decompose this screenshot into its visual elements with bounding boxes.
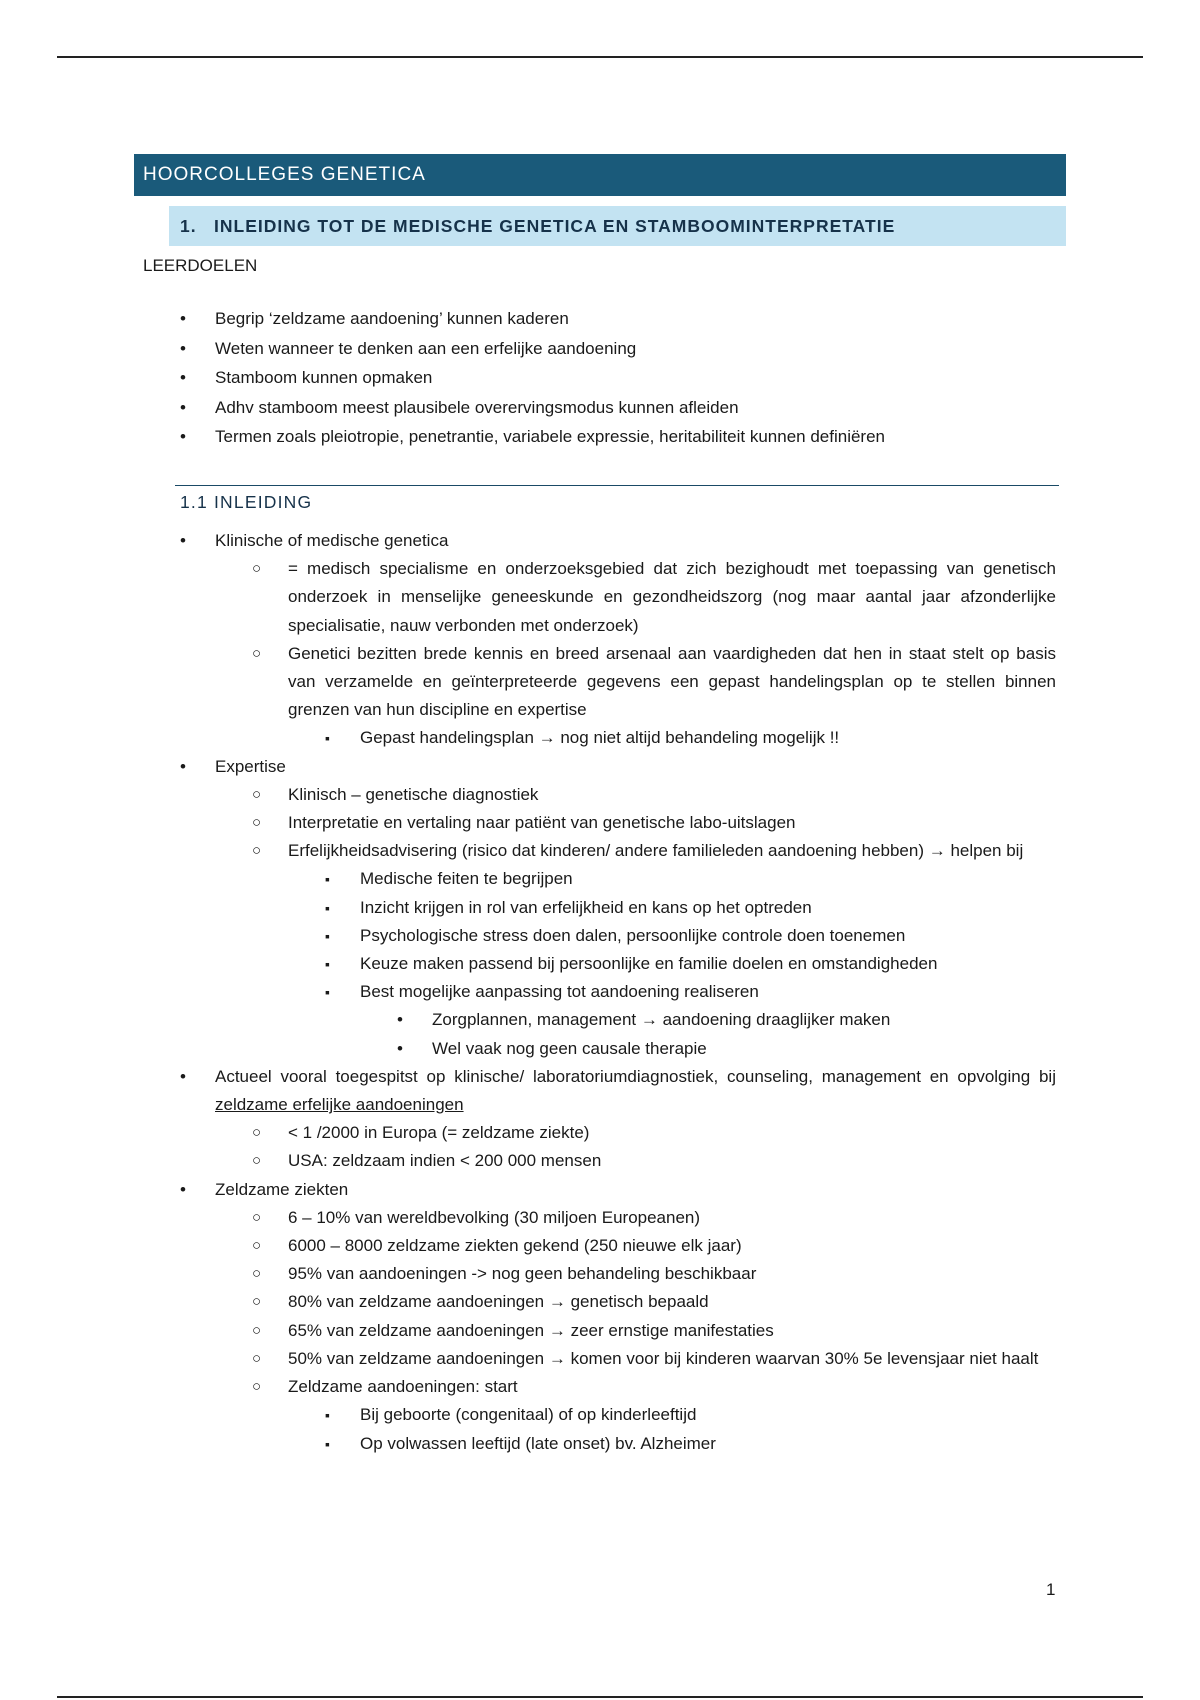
list-item: ▪ Psychologische stress doen dalen, persoonlijke controle doen toenemen bbox=[325, 925, 906, 945]
list-item: ▪ Medische feiten te begrijpen bbox=[325, 869, 573, 889]
list-item: ○ Erfelijkheidsadvisering (risico dat kinderen/ andere familieleden aandoening hebben) → helpen bij bbox=[252, 841, 1024, 861]
header-rule bbox=[57, 56, 1143, 58]
list-item: ○ 6 – 10% van wereldbevolking (30 miljoen Europeanen) bbox=[252, 1207, 701, 1227]
list-item: ○ 50% van zeldzame aandoeningen → komen voor bij kinderen waarvan 30% 5e levensjaar niet haalt bbox=[252, 1348, 1039, 1368]
list-item: • Termen zoals pleiotropie, penetrantie, variabele expressie, heritabiliteit kunnen definiëren bbox=[180, 422, 1060, 452]
chapter-title: INLEIDING TOT DE MEDISCHE GENETICA EN STAMBOOMINTERPRETATIE bbox=[214, 216, 896, 236]
section-content bbox=[180, 527, 1056, 1458]
underlined-term: zeldzame erfelijke aandoeningen bbox=[215, 1095, 464, 1115]
learning-goals-list bbox=[180, 304, 1060, 452]
list-item: ○ = medisch specialisme en onderzoeksgebied dat zich bezighoudt met toepassing van genetisch onderzoek in menselijke geneeskunde en gezondheidszorg (nog maar aantal jaar afzonderlijke specialisatie, nauw verbonden met onderzoek) bbox=[252, 559, 1056, 635]
list-item: • Weten wanneer te denken aan een erfelijke aandoening bbox=[180, 334, 1060, 364]
list-item: ○ < 1 /2000 in Europa (= zeldzame ziekte) bbox=[252, 1123, 590, 1143]
chapter-heading bbox=[169, 206, 1066, 246]
list-item: • Actueel vooral toegespitst op klinische/ laboratoriumdiagnostiek, counseling, management en opvolging bij zeldzame erfelijke aandoeningen bbox=[180, 1066, 1056, 1115]
list-item: ○ 95% van aandoeningen -> nog geen behandeling beschikbaar bbox=[252, 1264, 757, 1284]
list-item: ▪ Bij geboorte (congenitaal) of op kinderleeftijd bbox=[325, 1405, 697, 1425]
document-title: HOORCOLLEGES GENETICA bbox=[134, 154, 1066, 196]
list-item: ○ USA: zeldzaam indien < 200 000 mensen bbox=[252, 1151, 602, 1171]
list-item: ▪ Best mogelijke aanpassing tot aandoening realiseren bbox=[325, 982, 759, 1002]
section-divider bbox=[175, 485, 1059, 486]
page-number: 1 bbox=[1046, 1580, 1056, 1599]
list-item: ○ Genetici bezitten brede kennis en breed arsenaal aan vaardigheden dat hen in staat stelt op basis van verzamelde en geïnterpreteerde gegevens een gepast handelingsplan op te stellen binnen grenzen van hun discipline en expertise bbox=[252, 643, 1056, 720]
list-item: ▪ Op volwassen leeftijd (late onset) bv. Alzheimer bbox=[325, 1433, 716, 1453]
list-item: • Expertise bbox=[180, 756, 286, 776]
list-item: • Wel vaak nog geen causale therapie bbox=[397, 1038, 707, 1058]
list-item: ○ 80% van zeldzame aandoeningen → genetisch bepaald bbox=[252, 1292, 709, 1312]
list-item: • Adhv stamboom meest plausibele overervingsmodus kunnen afleiden bbox=[180, 393, 1060, 423]
leerdoelen-heading: LEERDOELEN bbox=[143, 256, 258, 275]
list-item: ▪ Keuze maken passend bij persoonlijke en familie doelen en omstandigheden bbox=[325, 954, 938, 974]
footer-rule bbox=[57, 1696, 1143, 1698]
list-item: ▪ Inzicht krijgen in rol van erfelijkheid en kans op het optreden bbox=[325, 897, 812, 917]
list-item: • Zeldzame ziekten bbox=[180, 1179, 349, 1199]
chapter-number: 1. bbox=[180, 216, 197, 236]
list-item: ○ Zeldzame aandoeningen: start bbox=[252, 1377, 518, 1397]
list-item: ○ Interpretatie en vertaling naar patiënt van genetische labo-uitslagen bbox=[252, 813, 796, 833]
list-item: • Begrip ‘zeldzame aandoening’ kunnen kaderen bbox=[180, 304, 1060, 334]
list-item: • Stamboom kunnen opmaken bbox=[180, 363, 1060, 393]
list-item: • Zorgplannen, management → aandoening draaglijker maken bbox=[397, 1010, 891, 1030]
section-heading: 1.1 INLEIDING bbox=[180, 492, 313, 512]
list-item: ▪ Gepast handelingsplan → nog niet altijd behandeling mogelijk !! bbox=[325, 728, 840, 748]
list-item: • Klinische of medische genetica bbox=[180, 531, 449, 550]
list-item: ○ 6000 – 8000 zeldzame ziekten gekend (250 nieuwe elk jaar) bbox=[252, 1236, 742, 1256]
list-item: ○ 65% van zeldzame aandoeningen → zeer ernstige manifestaties bbox=[252, 1320, 774, 1340]
list-item: ○ Klinisch – genetische diagnostiek bbox=[252, 784, 539, 804]
